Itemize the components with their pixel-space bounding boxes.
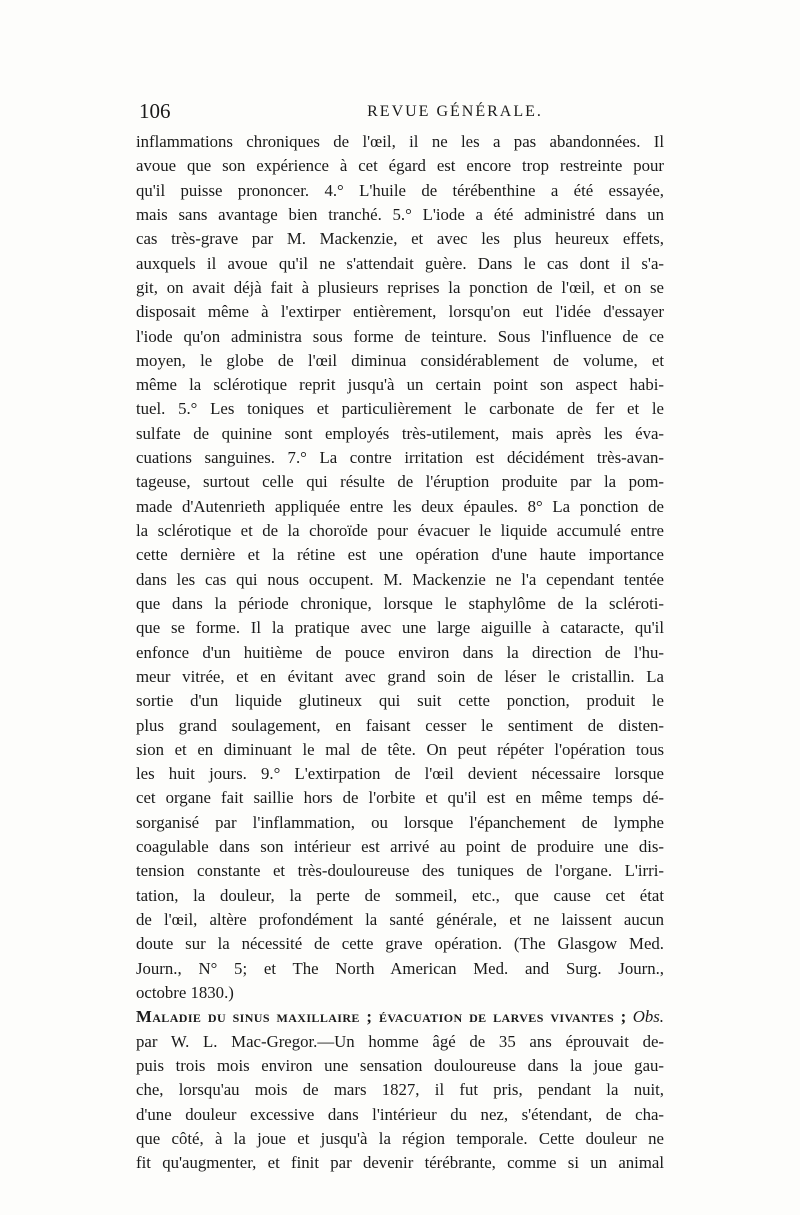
page-number: 106 <box>139 99 171 123</box>
text-line: tuel. 5.° Les toniques et particulièrement le carbonate de fer et le <box>136 399 664 419</box>
text-line: disposait même à l'extirper entièrement, lorsqu'on eut l'idée d'essayer <box>136 302 664 322</box>
text-line: sulfate de quinine sont employés très-utilement, mais après les éva- <box>136 423 664 443</box>
text-line: que côté, à la joue et jusqu'à la région temporale. Cette douleur ne <box>136 1128 664 1148</box>
text-line: qu'il puisse prononcer. 4.° L'huile de térébenthine a été essayée, <box>136 180 664 200</box>
text-line: auxquels il avoue qu'il ne s'attendait guère. Dans le cas dont il s'a- <box>136 253 664 273</box>
text-line: moyen, le globe de l'œil diminua considérablement de volume, et <box>136 350 664 370</box>
text-line: par W. L. Mac-Gregor.—Un homme âgé de 35 ans éprouvait de- <box>136 1031 664 1051</box>
text-line: Journ., N° 5; et The North American Med. and Surg. Journ., <box>136 958 664 978</box>
text-line: doute sur la nécessité de cette grave opération. (The Glasgow Med. <box>136 934 664 954</box>
text-line: che, lorsqu'au mois de mars 1827, il fut pris, pendant la nuit, <box>136 1080 664 1100</box>
text-line: que se forme. Il la pratique avec une large aiguille à cataracte, qu'il <box>136 618 664 638</box>
text-line: meur vitrée, et en évitant avec grand soin de léser le cristallin. La <box>136 666 664 686</box>
article-text <box>136 130 664 1175</box>
text-line: enfonce d'un huitième de pouce environ dans la direction de l'hu- <box>136 642 664 662</box>
text-line: l'iode qu'on administra sous forme de teinture. Sous l'influence de ce <box>136 326 664 346</box>
text-line: de l'œil, altère profondément la santé générale, et ne laissent aucun <box>136 910 664 929</box>
text-line: sorganisé par l'inflammation, ou lorsque l'épanchement de lymphe <box>136 812 664 832</box>
text-line: la sclérotique et de la choroïde pour évacuer le liquide accumulé entre <box>136 521 664 540</box>
page-header <box>139 98 659 124</box>
text-line: sortie d'un liquide glutineux qui suit cette ponction, produit le <box>136 691 664 711</box>
text-line: inflammations chroniques de l'œil, il ne les a pas abandonnées. Il <box>136 132 664 151</box>
text-line: tension constante et très-douloureuse des tuniques de l'organe. L'irri- <box>136 861 664 881</box>
running-title: REVUE GÉNÉRALE. <box>367 103 543 120</box>
text-line: fit qu'augmenter, et finit par devenir térébrante, comme si un animal <box>136 1153 664 1173</box>
text-line: plus grand soulagement, en faisant cesser le sentiment de disten- <box>136 715 664 735</box>
text-line: tation, la douleur, la perte de sommeil, etc., que cause cet état <box>136 885 664 905</box>
section-heading-line <box>136 1005 664 1029</box>
text-line: mais sans avantage bien tranché. 5.° L'iode a été administré dans un <box>136 204 664 224</box>
text-line: dans les cas qui nous occupent. M. Mackenzie ne l'a cependant tentée <box>136 569 664 589</box>
text-line: cas très-grave par M. Mackenzie, et avec les plus heureux effets, <box>136 229 664 249</box>
section-title: Maladie du sinus maxillaire ; évacuation de larves vivantes ; <box>136 1007 627 1027</box>
text-line: octobre 1830.) <box>136 982 234 1002</box>
text-line: avoue que son expérience à cet égard est encore trop restreinte pour <box>136 156 664 176</box>
text-line: même la sclérotique reprit jusqu'à un certain point son aspect habi- <box>136 375 664 395</box>
text-line: tageuse, surtout celle qui résulte de l'éruption produite par la pom- <box>136 472 664 492</box>
text-line: les huit jours. 9.° L'extirpation de l'œil devient nécessaire lorsque <box>136 764 664 784</box>
section-obs-label: Obs. <box>632 1007 664 1027</box>
text-line: cette dernière et la rétine est une opération d'une haute importance <box>136 545 664 565</box>
text-line: coagulable dans son intérieur est arrivé au point de produire une dis- <box>136 837 664 857</box>
text-line: d'une douleur excessive dans l'intérieur du nez, s'étendant, de cha- <box>136 1104 664 1124</box>
text-line: cuations sanguines. 7.° La contre irritation est décidément très-avan- <box>136 448 664 468</box>
text-line: que dans la période chronique, lorsque le staphylôme de la scléroti- <box>136 593 664 613</box>
text-line: made d'Autenrieth appliquée entre les deux épaules. 8° La ponction de <box>136 496 664 516</box>
text-line: cet organe fait saillie hors de l'orbite et qu'il est en même temps dé- <box>136 788 664 808</box>
text-line: git, on avait déjà fait à plusieurs reprises la ponction de l'œil, et on se <box>136 277 664 297</box>
text-line: puis trois mois environ une sensation douloureuse dans la joue gau- <box>136 1055 664 1075</box>
text-line: sion et en diminuant le mal de tête. On peut répéter l'opération tous <box>136 739 664 759</box>
